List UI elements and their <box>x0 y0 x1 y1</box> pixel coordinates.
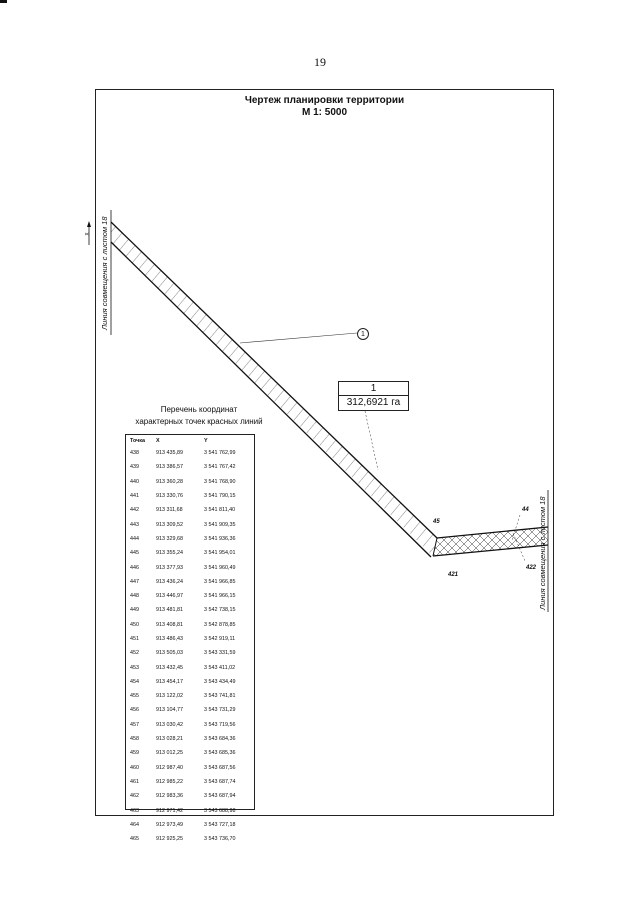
x-coord-cell: 913 505,03 <box>156 650 183 657</box>
y-coord-cell: 3 541 966,15 <box>204 593 236 600</box>
point-id-cell: 459 <box>130 750 139 757</box>
table-row <box>126 446 254 460</box>
point-id-cell: 449 <box>130 607 139 614</box>
point-id-cell: 462 <box>130 793 139 800</box>
y-coord-cell: 3 543 687,94 <box>204 793 236 800</box>
table-row <box>126 589 254 603</box>
y-coord-cell: 3 543 736,70 <box>204 836 236 843</box>
table-row <box>126 575 254 589</box>
zone-area: 312,6921 га <box>338 396 409 411</box>
x-coord-cell: 913 311,68 <box>156 507 183 514</box>
table-row <box>126 789 254 803</box>
zone-area-box <box>338 381 409 411</box>
point-label-44: 44 <box>522 507 529 513</box>
table-row <box>126 603 254 617</box>
x-coord-cell: 913 360,28 <box>156 478 183 485</box>
y-coord-cell: 3 541 767,42 <box>204 464 236 471</box>
point-label-422: 422 <box>526 565 537 571</box>
table-row <box>126 832 254 846</box>
header-point: Точка <box>130 437 145 444</box>
y-coord-cell: 3 541 762,99 <box>204 450 236 457</box>
table-row <box>126 732 254 746</box>
point-id-cell: 458 <box>130 736 139 743</box>
leader-area <box>365 411 378 470</box>
leader-ref-1 <box>240 333 357 343</box>
x-coord-cell: 913 012,25 <box>156 750 183 757</box>
y-coord-cell: 3 543 434,49 <box>204 678 236 685</box>
page-number: 19 <box>314 55 326 69</box>
y-coord-cell: 3 543 685,36 <box>204 750 236 757</box>
table-row <box>126 475 254 489</box>
coords-header-row <box>126 435 254 446</box>
point-id-cell: 442 <box>130 507 139 514</box>
coords-table-body <box>126 446 254 846</box>
x-coord-cell: 913 329,68 <box>156 535 183 542</box>
table-row <box>126 489 254 503</box>
x-coord-cell: 913 436,24 <box>156 578 183 585</box>
x-coord-cell: 913 122,02 <box>156 693 183 700</box>
table-row <box>126 618 254 632</box>
x-coord-cell: 913 446,97 <box>156 593 183 600</box>
point-id-cell: 456 <box>130 707 139 714</box>
coords-caption <box>104 404 294 428</box>
point-id-cell: 457 <box>130 721 139 728</box>
table-row <box>126 517 254 531</box>
x-coord-cell: 912 973,49 <box>156 821 183 828</box>
y-coord-cell: 3 543 688,98 <box>204 807 236 814</box>
point-id-cell: 465 <box>130 836 139 843</box>
x-coord-cell: 913 386,57 <box>156 464 183 471</box>
y-coord-cell: 3 542 878,85 <box>204 621 236 628</box>
point-id-cell: 453 <box>130 664 139 671</box>
table-row <box>126 560 254 574</box>
y-coord-cell: 3 541 768,90 <box>204 478 236 485</box>
y-coord-cell: 3 543 719,56 <box>204 721 236 728</box>
table-row <box>126 818 254 832</box>
y-coord-cell: 3 541 936,36 <box>204 535 236 542</box>
axis-x-label: x <box>84 232 91 236</box>
point-id-cell: 463 <box>130 807 139 814</box>
y-coord-cell: 3 543 731,29 <box>204 707 236 714</box>
x-coord-cell: 912 985,22 <box>156 778 183 785</box>
y-coord-cell: 3 543 741,81 <box>204 693 236 700</box>
y-coord-cell: 3 541 909,35 <box>204 521 236 528</box>
table-row <box>126 746 254 760</box>
table-row <box>126 532 254 546</box>
table-row <box>126 646 254 660</box>
point-id-cell: 461 <box>130 778 139 785</box>
x-coord-cell: 913 330,76 <box>156 493 183 500</box>
coords-table <box>125 434 255 843</box>
y-coord-cell: 3 543 687,74 <box>204 778 236 785</box>
table-row <box>126 675 254 689</box>
table-row <box>126 718 254 732</box>
point-id-cell: 439 <box>130 464 139 471</box>
x-coord-cell: 913 432,45 <box>156 664 183 671</box>
x-coord-cell: 913 309,52 <box>156 521 183 528</box>
table-row <box>126 503 254 517</box>
table-row <box>126 546 254 560</box>
title-line-1: Чертеж планировки территории <box>244 95 405 106</box>
point-id-cell: 460 <box>130 764 139 771</box>
table-row <box>126 803 254 817</box>
x-coord-cell: 912 925,25 <box>156 836 183 843</box>
x-coord-cell: 913 454,17 <box>156 678 183 685</box>
title-scale: М 1: 5000 <box>301 107 348 118</box>
x-coord-cell: 912 971,42 <box>156 807 183 814</box>
horizontal-strip <box>433 527 548 556</box>
point-id-cell: 452 <box>130 650 139 657</box>
point-id-cell: 450 <box>130 621 139 628</box>
x-coord-cell: 913 486,43 <box>156 636 183 642</box>
table-row <box>126 689 254 703</box>
coords-caption-line-2: характерных точек красных линий <box>135 417 263 426</box>
axis-arrowhead <box>87 221 91 227</box>
coords-caption-line-1: Перечень координат <box>160 405 238 414</box>
x-coord-cell: 913 377,93 <box>156 564 183 571</box>
point-id-cell: 446 <box>130 564 139 571</box>
right-match-label: Линия совмещения с листом 18 <box>538 496 547 610</box>
point-label-45: 45 <box>433 519 440 525</box>
y-coord-cell: 3 542 919,11 <box>204 636 236 642</box>
header-y: Y <box>204 437 208 444</box>
table-row <box>126 460 254 474</box>
x-coord-cell: 913 030,42 <box>156 721 183 728</box>
point-id-cell: 451 <box>130 636 139 642</box>
y-coord-cell: 3 541 954,01 <box>204 550 236 557</box>
table-row <box>126 632 254 646</box>
x-coord-cell: 913 104,77 <box>156 707 183 714</box>
y-coord-cell: 3 541 790,15 <box>204 493 236 500</box>
point-id-cell: 445 <box>130 550 139 557</box>
y-coord-cell: 3 543 411,02 <box>204 664 236 671</box>
zone-ref-circle: 1 <box>357 328 369 340</box>
y-coord-cell: 3 543 687,56 <box>204 764 236 771</box>
x-coord-cell: 912 983,36 <box>156 793 183 800</box>
point-label-421: 421 <box>448 572 459 578</box>
point-id-cell: 443 <box>130 521 139 528</box>
point-id-cell: 441 <box>130 493 139 500</box>
point-id-cell: 438 <box>130 450 139 457</box>
zone-number: 1 <box>338 381 409 396</box>
y-coord-cell: 3 543 331,59 <box>204 650 236 657</box>
y-coord-cell: 3 541 966,85 <box>204 578 236 585</box>
left-match-label: Линия совмещения с листом 18 <box>100 216 109 330</box>
point-id-cell: 440 <box>130 478 139 485</box>
table-row <box>126 775 254 789</box>
table-row <box>126 761 254 775</box>
y-coord-cell: 3 541 960,49 <box>204 564 236 571</box>
point-id-cell: 444 <box>130 535 139 542</box>
x-coord-cell: 913 435,89 <box>156 450 183 457</box>
y-coord-cell: 3 541 811,40 <box>204 507 236 514</box>
x-coord-cell: 913 408,81 <box>156 621 183 628</box>
point-id-cell: 455 <box>130 693 139 700</box>
header-x: X <box>156 437 160 444</box>
point-id-cell: 448 <box>130 593 139 600</box>
x-coord-cell: 913 028,21 <box>156 736 183 743</box>
table-row <box>126 703 254 717</box>
y-coord-cell: 3 543 727,18 <box>204 821 236 828</box>
y-coord-cell: 3 542 738,15 <box>204 607 236 614</box>
x-coord-cell: 913 355,24 <box>156 550 183 557</box>
point-id-cell: 454 <box>130 678 139 685</box>
x-coord-cell: 912 987,40 <box>156 764 183 771</box>
x-coord-cell: 913 481,81 <box>156 607 183 614</box>
point-id-cell: 447 <box>130 578 139 585</box>
point-id-cell: 464 <box>130 821 139 828</box>
y-coord-cell: 3 543 684,36 <box>204 736 236 743</box>
table-row <box>126 660 254 674</box>
